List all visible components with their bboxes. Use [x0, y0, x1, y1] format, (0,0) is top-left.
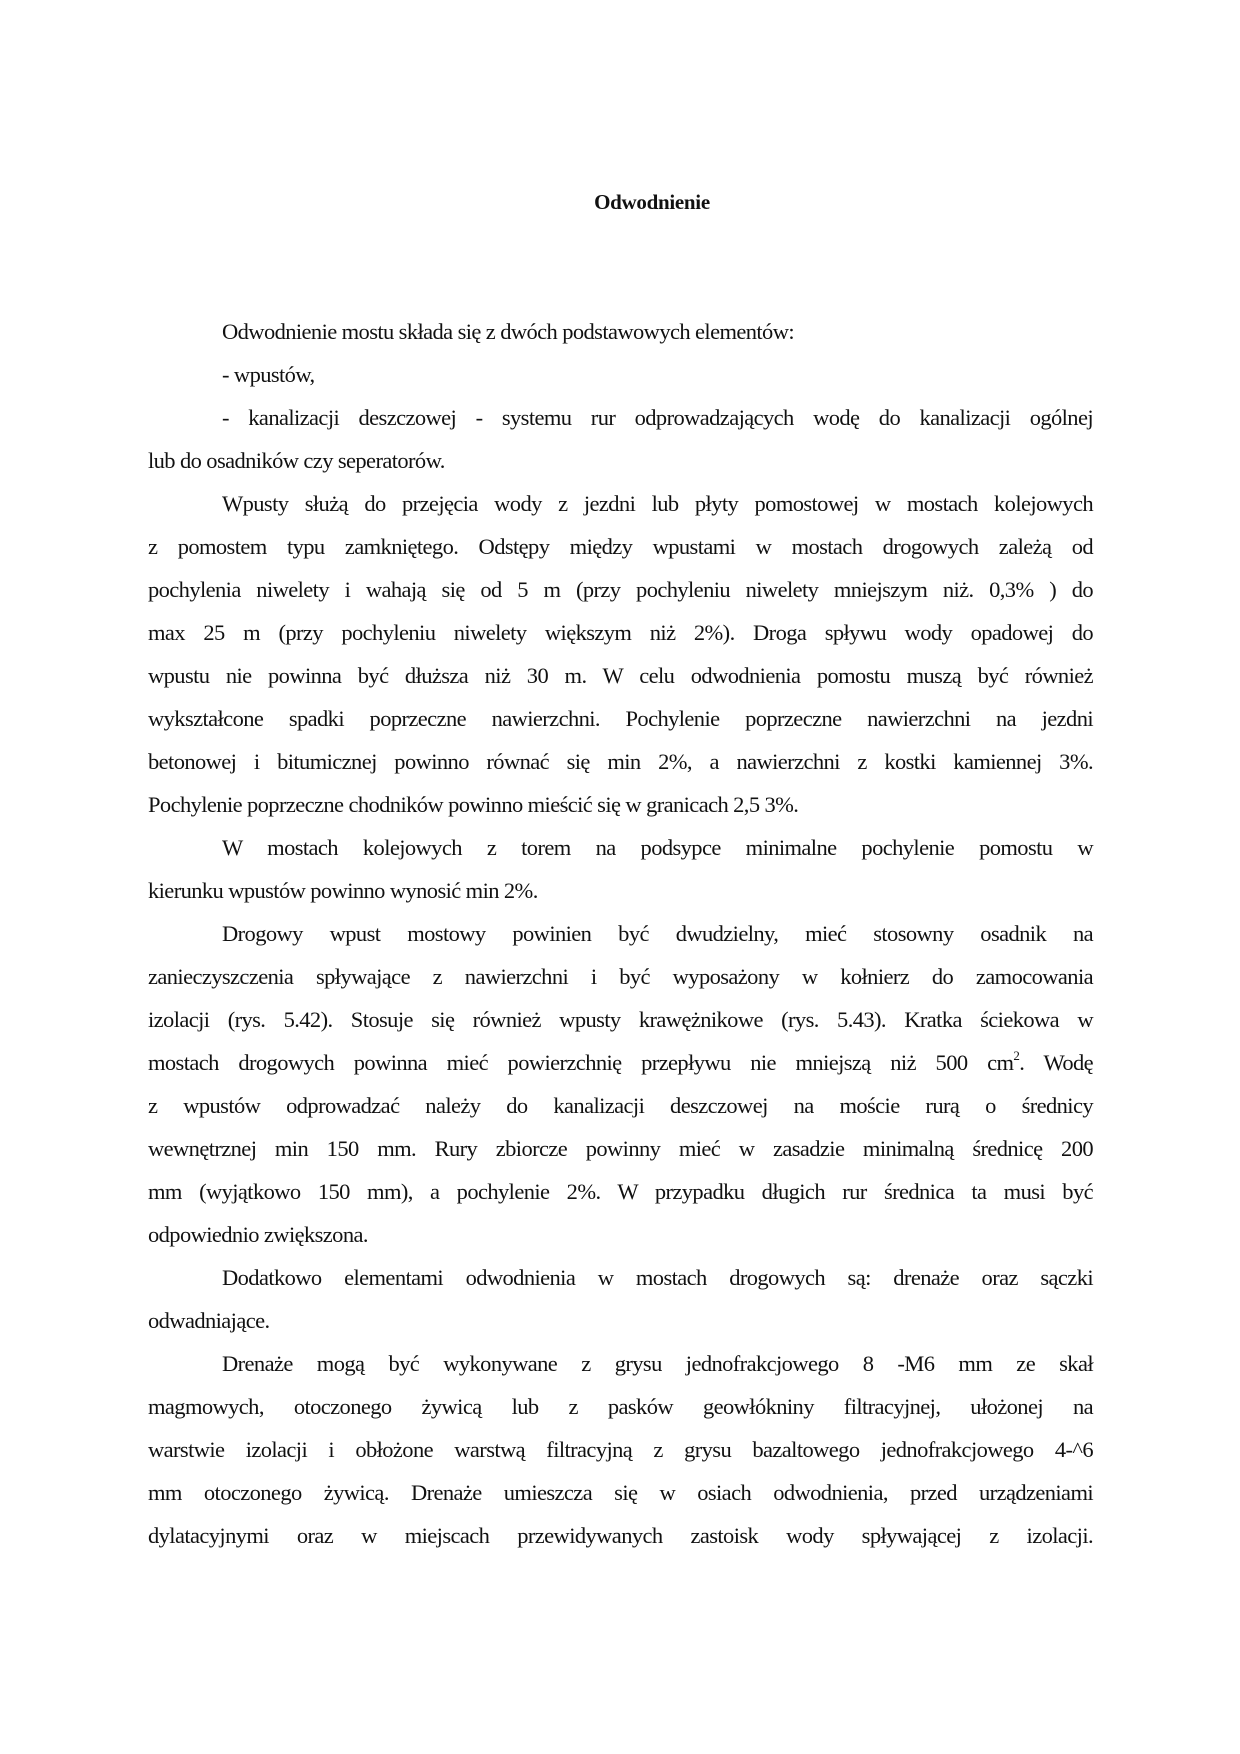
text-line: zanieczyszczenia spływające z nawierzchni i być wyposażony w kołnierz do zamocowania: [148, 964, 1093, 989]
document-title: [0, 190, 1240, 215]
text-line: odpowiednio zwiększona.: [148, 1222, 368, 1247]
text-line: mm (wyjątkowo 150 mm), a pochylenie 2%. W przypadku długich rur średnica ta musi być: [148, 1179, 1093, 1204]
text-segment: . Wodę: [1019, 1050, 1094, 1075]
text-line: odwadniające.: [148, 1308, 270, 1333]
text-segment: mostach drogowych powinna mieć powierzchnię przepływu nie mniejszą niż 500 cm: [148, 1050, 1014, 1075]
superscript: 2: [1013, 1047, 1020, 1063]
text-line: mm otoczonego żywicą. Drenaże umieszcza się w osiach odwodnienia, przed urządzeniami: [148, 1480, 1093, 1505]
text-line: Dodatkowo elementami odwodnienia w mostach drogowych są: drenaże oraz sączki: [222, 1265, 1093, 1290]
text-line: pochylenia niwelety i wahają się od 5 m (przy pochyleniu niwelety mniejszym niż. 0,3% ) do: [148, 577, 1093, 602]
text-line: wpustu nie powinna być dłuższa niż 30 m. W celu odwodnienia pomostu muszą być również: [148, 663, 1093, 688]
text-line: lub do osadników czy seperatorów.: [148, 448, 445, 473]
text-line: z wpustów odprowadzać należy do kanalizacji deszczowej na moście rurą o średnicy: [148, 1093, 1093, 1118]
text-line: warstwie izolacji i obłożone warstwą filtracyjną z grysu bazaltowego jednofrakcjowego 4-^6: [148, 1437, 1093, 1462]
text-line: - wpustów,: [222, 362, 315, 387]
text-line: izolacji (rys. 5.42). Stosuje się również wpusty krawężnikowe (rys. 5.43). Kratka ściekowa w: [148, 1007, 1093, 1032]
text-line: wykształcone spadki poprzeczne nawierzchni. Pochylenie poprzeczne nawierzchni na jezdni: [148, 706, 1093, 731]
text-line: kierunku wpustów powinno wynosić min 2%.: [148, 878, 538, 903]
text-line: Drogowy wpust mostowy powinien być dwudzielny, mieć stosowny osadnik na: [222, 921, 1093, 946]
text-line: [148, 1049, 1093, 1077]
text-line: Odwodnienie mostu składa się z dwóch podstawowych elementów:: [222, 319, 794, 344]
text-line: Drenaże mogą być wykonywane z grysu jednofrakcjowego 8 -M6 mm ze skał: [222, 1351, 1093, 1376]
text-line: W mostach kolejowych z torem na podsypce minimalne pochylenie pomostu w: [222, 835, 1093, 860]
text-line: dylatacyjnymi oraz w miejscach przewidywanych zastoisk wody spływającej z izolacji.: [148, 1523, 1093, 1548]
text-line: magmowych, otoczonego żywicą lub z pasków geowłókniny filtracyjnej, ułożonej na: [148, 1394, 1093, 1419]
text-line: wewnętrznej min 150 mm. Rury zbiorcze powinny mieć w zasadzie minimalną średnicę 200: [148, 1136, 1093, 1161]
text-line: max 25 m (przy pochyleniu niwelety większym niż 2%). Droga spływu wody opadowej do: [148, 620, 1093, 645]
text-line: Pochylenie poprzeczne chodników powinno mieścić się w granicach 2,5 3%.: [148, 792, 799, 817]
title-text: Odwodnienie: [594, 190, 710, 214]
text-line: betonowej i bitumicznej powinno równać się min 2%, a nawierzchni z kostki kamiennej 3%.: [148, 749, 1093, 774]
text-line: z pomostem typu zamkniętego. Odstępy między wpustami w mostach drogowych zależą od: [148, 534, 1093, 559]
text-line: Wpusty służą do przejęcia wody z jezdni lub płyty pomostowej w mostach kolejowych: [222, 491, 1093, 516]
text-line: - kanalizacji deszczowej - systemu rur odprowadzających wodę do kanalizacji ogólnej: [222, 405, 1093, 430]
